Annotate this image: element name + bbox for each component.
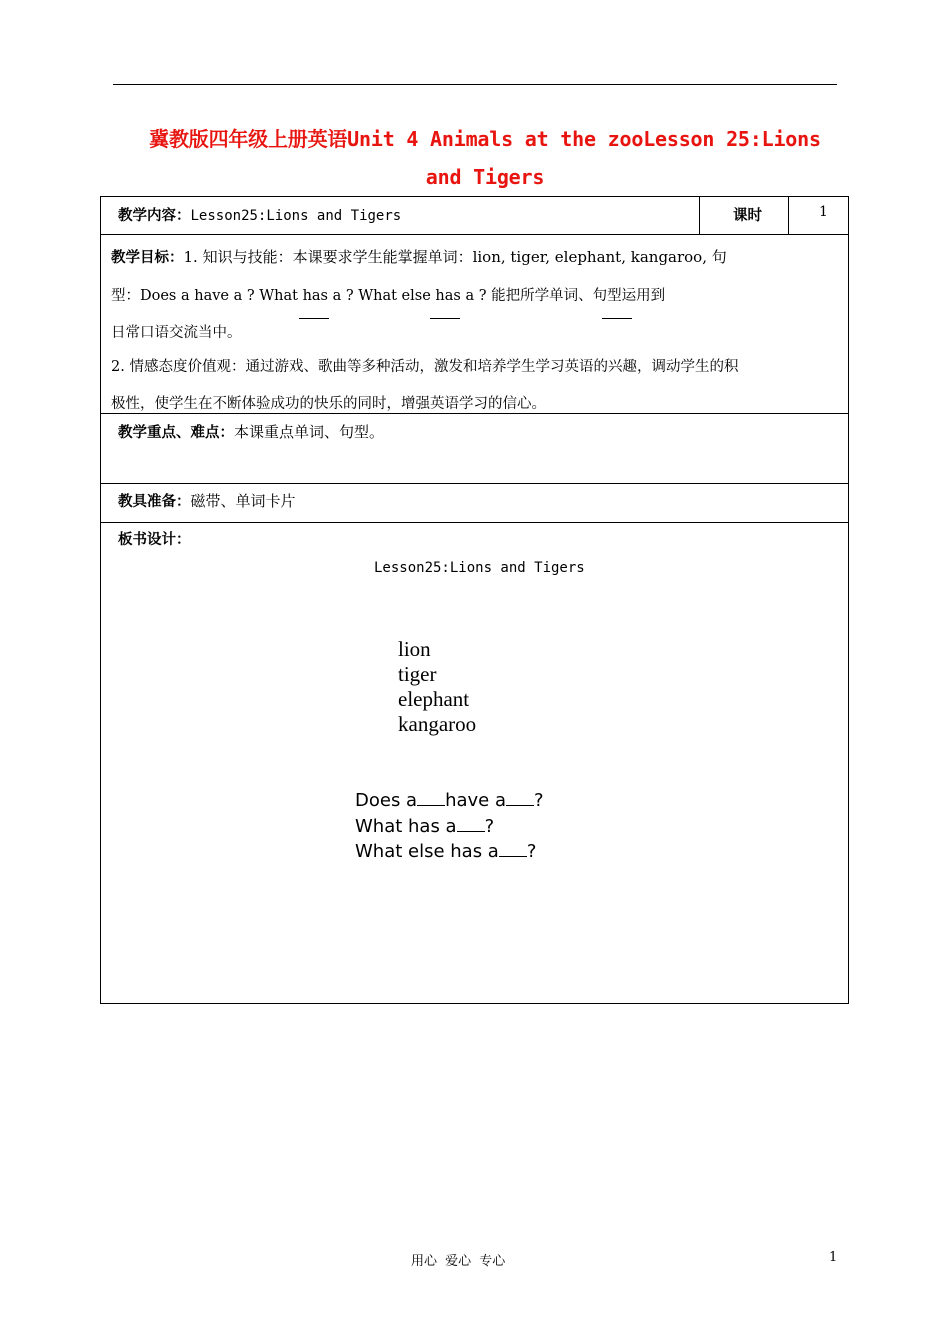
word-item: tiger <box>398 662 437 686</box>
goals-line-3: 日常口语交流当中。 <box>111 325 242 341</box>
title-line-1: 冀教版四年级上册英语Unit 4 Animals at the zooLesson 25:Lions <box>149 127 821 151</box>
blank-line <box>430 317 460 319</box>
header-rule <box>113 84 837 85</box>
pattern-line-3: What else has a ? <box>355 838 544 864</box>
footer-motto: 用心 爱心 专心 <box>411 1254 506 1269</box>
key-label: 教学重点、难点： <box>118 425 234 441</box>
sentence-patterns <box>355 787 544 864</box>
word-item: kangaroo <box>398 712 477 736</box>
goals-row <box>101 234 848 414</box>
blank-line <box>299 317 329 319</box>
tools-value: 磁带、单词卡片 <box>190 492 296 510</box>
board-design-row <box>101 522 848 1005</box>
tools-label: 教具准备： <box>118 494 191 510</box>
blank-line <box>499 838 527 857</box>
pattern-line-2: What has a ? <box>355 813 544 839</box>
lesson-plan-table <box>100 196 849 1004</box>
period-value: 1 <box>819 204 828 220</box>
key-points-row <box>101 413 848 484</box>
period-label: 课时 <box>733 208 762 224</box>
content-row <box>101 197 848 235</box>
key-value: 本课重点单词、句型。 <box>234 423 385 441</box>
blank-line <box>602 317 632 319</box>
board-label: 板书设计： <box>118 532 191 548</box>
pattern-line-1: Does a have a ? <box>355 787 544 813</box>
page-number: 1 <box>829 1250 838 1265</box>
word-item: elephant <box>398 687 470 711</box>
board-title: Lesson25:Lions and Tigers <box>374 560 585 576</box>
content-label: 教学内容： <box>118 208 191 224</box>
blank-line <box>506 787 534 806</box>
blank-line <box>457 813 485 832</box>
goals-line-4: 2. 情感态度价值观：通过游戏、歌曲等多种活动，激发和培养学生学习英语的兴趣，调动学生的积 <box>111 359 739 375</box>
content-value: Lesson25:Lions and Tigers <box>190 208 402 224</box>
blank-line <box>417 787 445 806</box>
goals-line-2: 型：Does a have a ? What has a ? What else has a ? 能把所学单词、句型运用到 <box>111 288 666 304</box>
document-title <box>140 120 830 196</box>
title-line-2: and Tigers <box>425 165 545 189</box>
goals-label: 教学目标： <box>111 250 184 266</box>
word-list <box>398 637 476 737</box>
word-item: lion <box>398 637 431 661</box>
goals-line-1: 1. 知识与技能：本课要求学生能掌握单词：lion, tiger, elephant, kangaroo, 句 <box>183 248 727 266</box>
goals-line-5: 极性，使学生在不断体验成功的快乐的同时，增强英语学习的信心。 <box>111 396 546 412</box>
tools-row <box>101 483 848 523</box>
